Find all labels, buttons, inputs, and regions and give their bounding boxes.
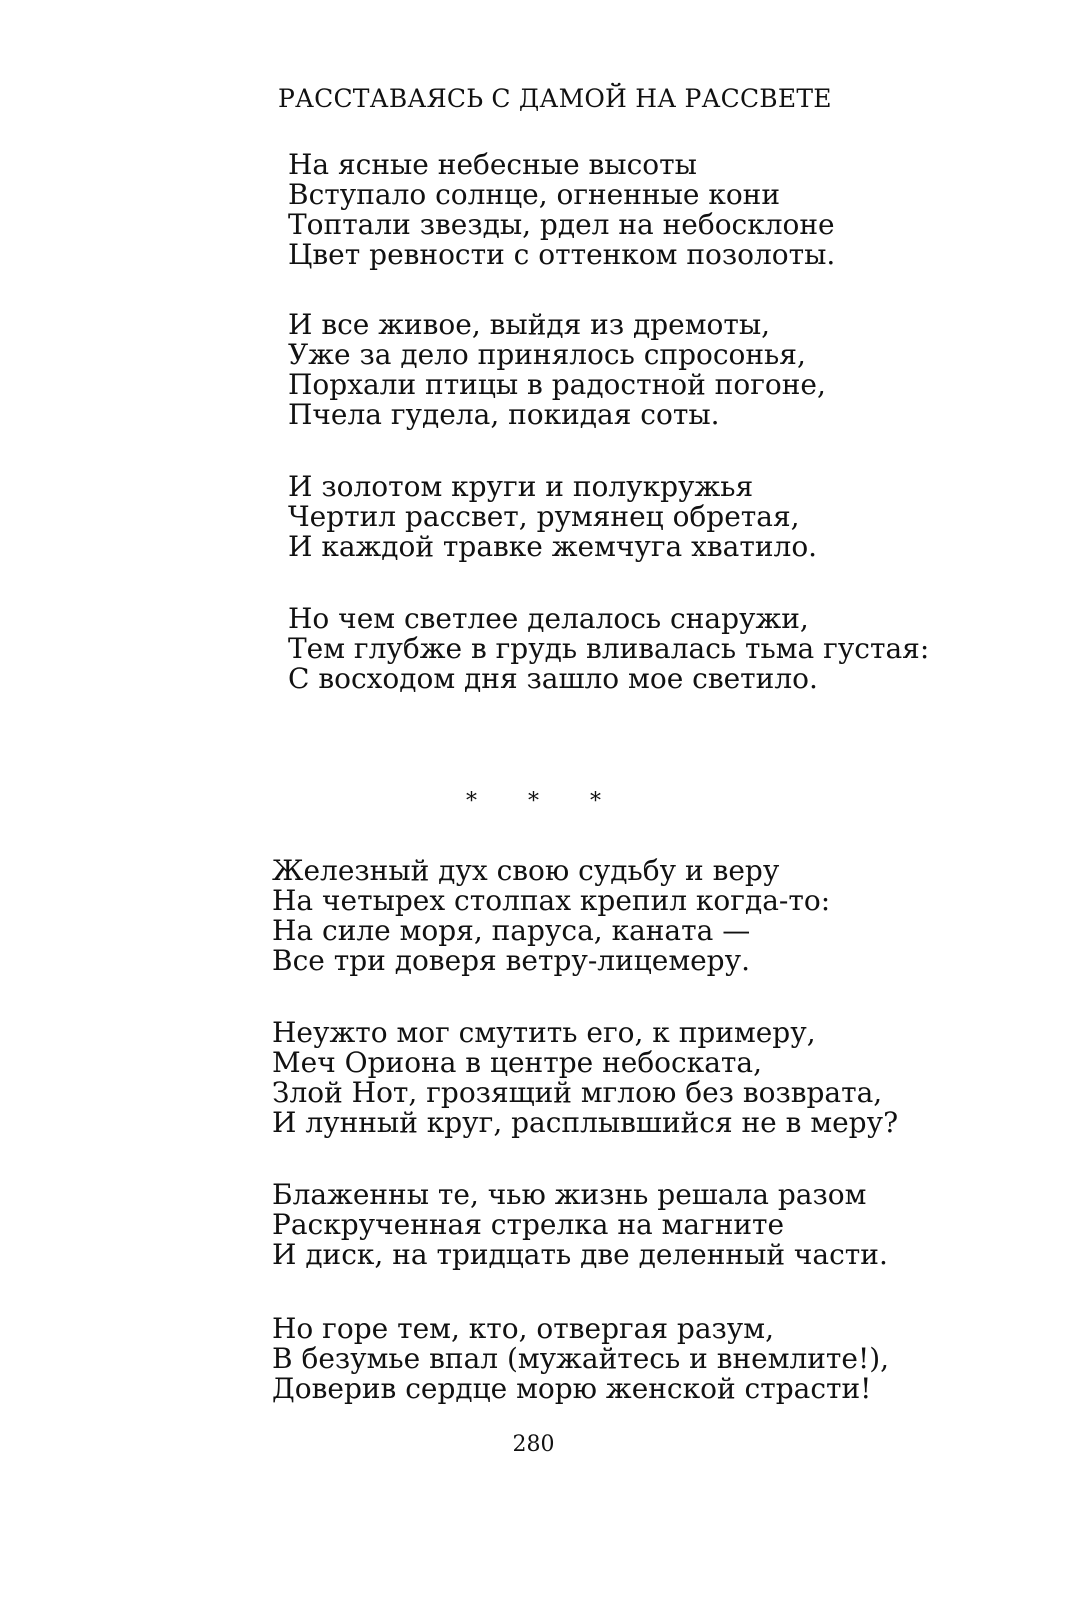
- poem-line: Но горе тем, кто, отвергая разум,: [272, 1312, 774, 1345]
- poem-line: В безумье впал (мужайтесь и внемлите!),: [272, 1342, 890, 1375]
- poem1-stanza-1: [288, 150, 835, 270]
- poem-line: Все три доверя ветру-лицемеру.: [272, 944, 750, 977]
- poem-line: Уже за дело принялось спросонья,: [288, 338, 806, 371]
- poem-line: С восходом дня зашло мое светило.: [288, 662, 818, 695]
- page-number: 280: [512, 1432, 555, 1457]
- poem-line: Порхали птицы в радостной погоне,: [288, 368, 826, 401]
- poem2-stanza-2: [272, 1018, 898, 1138]
- poem2-stanza-4: [272, 1314, 889, 1404]
- section-separator: * * *: [466, 789, 623, 814]
- poem-line: Вступало солнце, огненные кони: [288, 178, 781, 211]
- poem-line: Цвет ревности с оттенком позолоты.: [288, 238, 836, 271]
- poem-line: Доверив сердце морю женской страсти!: [272, 1372, 872, 1405]
- poem-line: И все живое, выйдя из дремоты,: [288, 308, 771, 341]
- poem-line: На ясные небесные высоты: [288, 148, 697, 181]
- poem-title: РАССТАВАЯСЬ С ДАМОЙ НА РАССВЕТЕ: [278, 84, 832, 113]
- poem-line: Тем глубже в грудь вливалась тьма густая:: [288, 632, 930, 665]
- poem-line: На четырех столпах крепил когда-то:: [272, 884, 831, 917]
- poem1-stanza-3: [288, 472, 817, 562]
- poem-line: Чертил рассвет, румянец обретая,: [288, 500, 800, 533]
- poem-line: Пчела гудела, покидая соты.: [288, 398, 720, 431]
- poem2-stanza-1: [272, 856, 830, 976]
- poem-line: На силе моря, паруса, каната —: [272, 914, 751, 947]
- poem-line: Меч Ориона в центре небоската,: [272, 1046, 762, 1079]
- poem1-stanza-2: [288, 310, 826, 430]
- poem-line: И золотом круги и полукружья: [288, 470, 754, 503]
- poem-line: И лунный круг, расплывшийся не в меру?: [272, 1106, 899, 1139]
- poem1-stanza-4: [288, 604, 929, 694]
- poem-line: Злой Нот, грозящий мглою без возврата,: [272, 1076, 883, 1109]
- poem-line: И каждой травке жемчуга хватило.: [288, 530, 818, 563]
- poem-line: Железный дух свою судьбу и веру: [272, 854, 780, 887]
- poem-line: Но чем светлее делалось снаружи,: [288, 602, 809, 635]
- poem-line: Раскрученная стрелка на магните: [272, 1208, 785, 1241]
- poem-line: Неужто мог смутить его, к примеру,: [272, 1016, 816, 1049]
- poem-line: Блаженны те, чью жизнь решала разом: [272, 1178, 867, 1211]
- poem2-stanza-3: [272, 1180, 888, 1270]
- poem-line: И диск, на тридцать две деленный части.: [272, 1238, 888, 1271]
- poem-line: Топтали звезды, рдел на небосклоне: [288, 208, 835, 241]
